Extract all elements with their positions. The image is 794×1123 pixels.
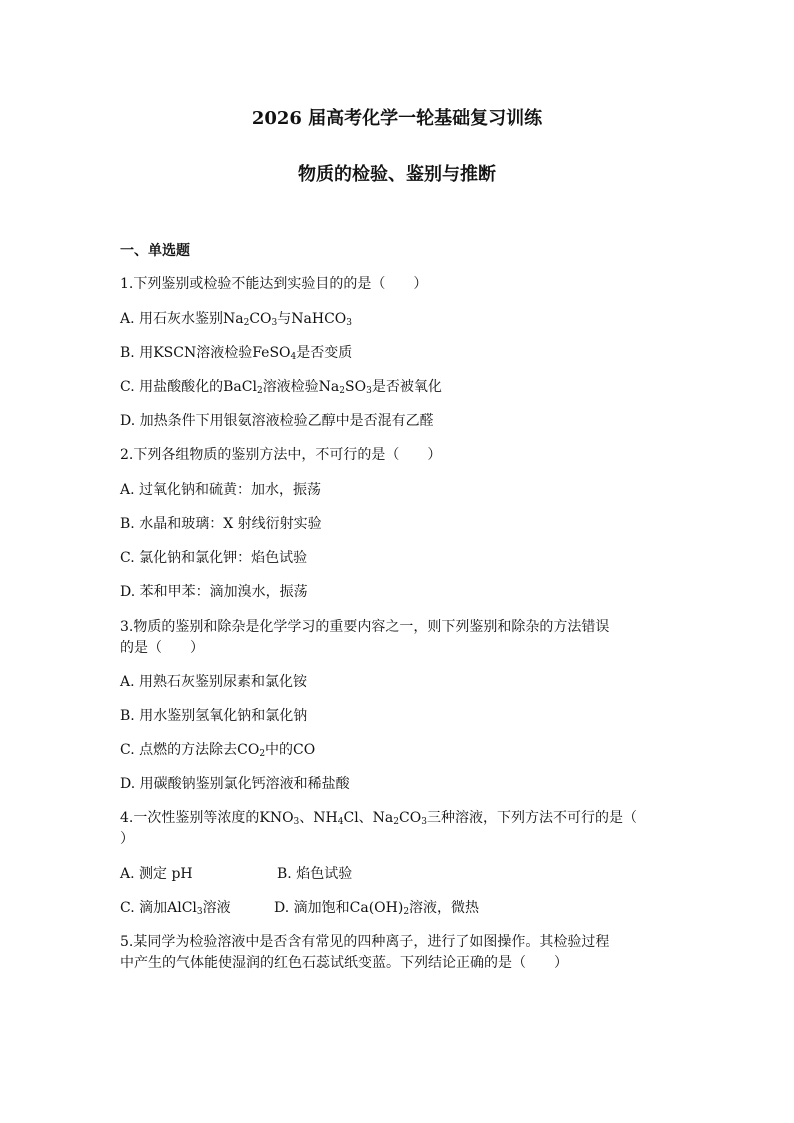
q4-option-a: A. 测定 pH: [120, 866, 193, 882]
q3-option-b: B. 用水鉴别氢氧化钠和氯化钠: [120, 708, 308, 724]
q4-option-c: C. 滴加AlCl$_3$溶液: [120, 900, 231, 917]
q3-stem-line2: 的是（ ）: [120, 640, 204, 656]
q3-option-a: A. 用熟石灰鉴别尿素和氯化铵: [120, 674, 308, 690]
q2-stem: 2.下列各组物质的鉴别方法中，不可行的是（ ）: [120, 447, 442, 463]
q4-stem-line1: 4.一次性鉴别等浓度的$KNO_3$、$NH_4Cl$、$Na_2CO_3$三种溶液，下列方法不可行的是（: [120, 810, 637, 827]
q2-option-d: D. 苯和甲苯：滴加溴水，振荡: [120, 584, 308, 600]
q5-stem-line2: 中产生的气体能使湿润的红色石蕊试纸变蓝。下列结论正确的是（ ）: [120, 955, 568, 971]
document-subtitle: 物质的检验、鉴别与推断: [298, 164, 496, 185]
q4-option-b: B. 焰色试验: [277, 866, 353, 882]
q5-stem-line1: 5.某同学为检验溶液中是否含有常见的四种离子，进行了如图操作。其检验过程: [120, 934, 610, 950]
q1-option-a: A. 用石灰水鉴别$Na_2CO_3$与NaHCO$_3$: [120, 311, 353, 328]
q2-option-b: B. 水晶和玻璃：X 射线衍射实验: [120, 516, 322, 532]
q3-option-c: C. 点燃的方法除去$CO_2$中的CO: [120, 742, 316, 759]
q4-option-d: D. 滴加饱和$Ca(OH)_2$溶液，微热: [274, 900, 480, 917]
q2-option-a: A. 过氧化钠和硫黄：加水，振荡: [120, 482, 322, 498]
q1-option-b: B. 用KSCN溶液检验FeSO$_4$是否变质: [120, 345, 353, 362]
q3-stem-line1: 3.物质的鉴别和除杂是化学学习的重要内容之一，则下列鉴别和除杂的方法错误: [120, 619, 610, 635]
section-heading: 一、单选题: [120, 243, 190, 259]
q1-option-c: C. 用盐酸酸化的BaCl$_2$溶液检验$Na_2SO_3$是否被氧化: [120, 379, 442, 396]
document-title: 2026 届高考化学一轮基础复习训练: [251, 108, 543, 129]
q1-stem: 1.下列鉴别或检验不能达到实验目的的是（ ）: [120, 276, 428, 292]
q4-stem-line2: ）: [120, 831, 134, 847]
q1-option-d: D. 加热条件下用银氨溶液检验乙醇中是否混有乙醛: [120, 413, 434, 429]
q3-option-d: D. 用碳酸钠鉴别氯化钙溶液和稀盐酸: [120, 776, 350, 792]
q2-option-c: C. 氯化钠和氯化钾：焰色试验: [120, 550, 308, 566]
